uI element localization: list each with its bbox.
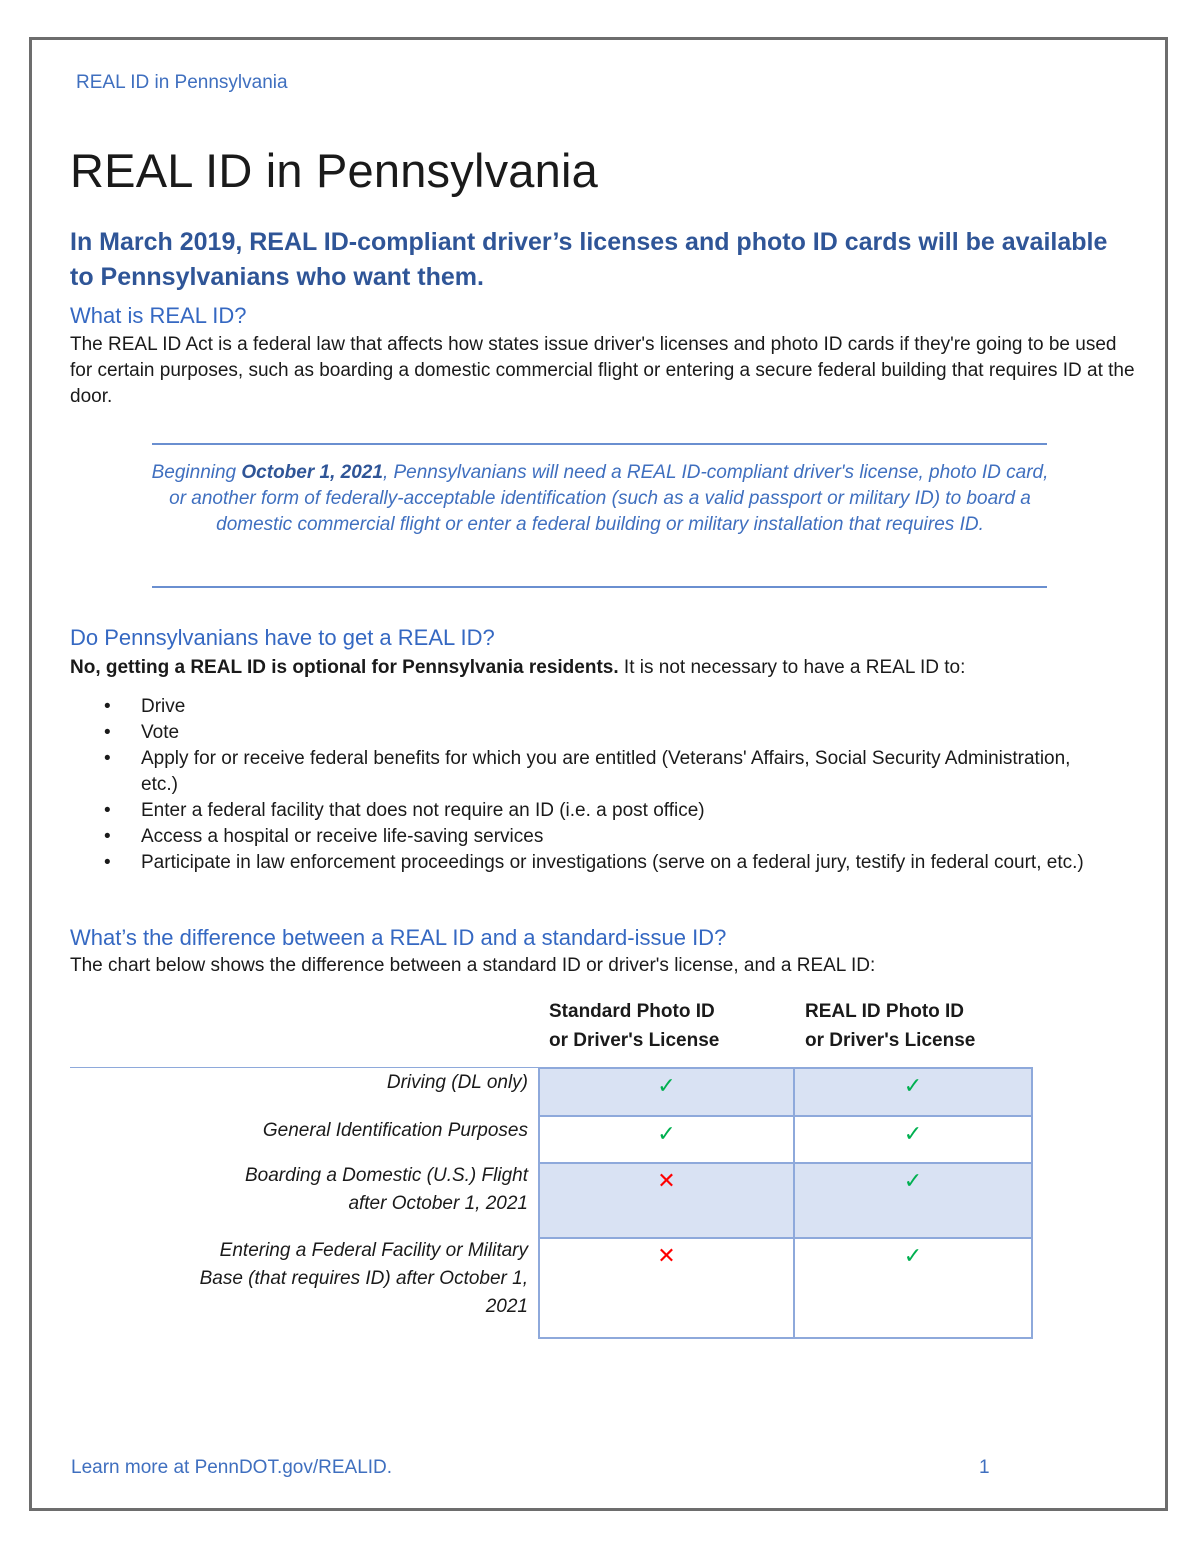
callout-date: October 1, 2021 [241, 462, 383, 483]
bullet-marker: • [104, 826, 111, 847]
row-label-line: Entering a Federal Facility or Military [219, 1240, 528, 1261]
column-header-standard [549, 997, 719, 1055]
row-label-line: Driving (DL only) [386, 1072, 528, 1093]
callout-rule-bottom [152, 586, 1047, 588]
cell-standard-domestic-flight: ✕ [538, 1162, 795, 1239]
list-item [104, 850, 1104, 876]
list-item [104, 694, 1104, 720]
callout-rule-top [152, 443, 1047, 445]
not-required-list [104, 694, 1104, 876]
callout-box [150, 460, 1050, 538]
page-number: 1 [979, 1457, 990, 1478]
bullet-marker: • [104, 722, 111, 743]
optional-statement [70, 655, 1140, 681]
optional-statement-rest: It is not necessary to have a REAL ID to: [618, 657, 966, 678]
column-header-real-id [805, 997, 975, 1055]
column-header-line: or Driver's License [805, 1030, 976, 1051]
cell-real-id-federal-facility: ✓ [793, 1237, 1033, 1339]
row-label-domestic-flight [100, 1162, 528, 1218]
row-label-driving [100, 1069, 528, 1097]
heading-what-is-real-id: What is REAL ID? [70, 303, 247, 328]
list-item [104, 720, 1104, 746]
list-item [104, 746, 1104, 798]
running-header: REAL ID in Pennsylvania [76, 72, 288, 93]
row-label-line: after October 1, 2021 [348, 1193, 528, 1214]
difference-body: The chart below shows the difference between a standard ID or driver's license, and a REAL ID: [70, 955, 876, 976]
list-item-text: Access a hospital or receive life-saving services [141, 826, 544, 847]
list-item-text: Apply for or receive federal benefits for which you are entitled (Veterans' Affairs, Social Security Administration, etc.) [141, 748, 1071, 795]
bullet-marker: • [104, 696, 111, 717]
cell-real-id-driving: ✓ [793, 1067, 1033, 1117]
cell-real-id-general-identification: ✓ [793, 1115, 1033, 1164]
list-item [104, 798, 1104, 824]
callout-text-before: Beginning [151, 462, 242, 483]
row-label-federal-facility [100, 1237, 528, 1321]
list-item-text: Drive [141, 696, 186, 717]
list-item-text: Vote [141, 722, 180, 743]
row-label-line: General Identification Purposes [262, 1120, 528, 1141]
learn-more-link[interactable]: Learn more at PennDOT.gov/REALID. [71, 1457, 393, 1478]
row-label-line: 2021 [485, 1296, 528, 1317]
row-label-line: Boarding a Domestic (U.S.) Flight [245, 1165, 528, 1186]
row-label-general-identification [100, 1117, 528, 1145]
bullet-marker: • [104, 852, 111, 873]
page-title: REAL ID in Pennsylvania [70, 144, 598, 197]
bullet-marker: • [104, 748, 111, 769]
what-is-real-id-body: The REAL ID Act is a federal law that affects how states issue driver's licenses and photo ID cards if they're going to be used for certain purposes, such as boarding a domestic commercial flight or entering a secure federal building that requires ID at the door. [70, 334, 1135, 407]
heading-difference: What’s the difference between a REAL ID and a standard-issue ID? [70, 925, 727, 950]
intro-statement: In March 2019, REAL ID-compliant driver’s licenses and photo ID cards will be available to Pennsylvanians who want them. [70, 228, 1108, 291]
heading-do-pennsylvanians-need: Do Pennsylvanians have to get a REAL ID? [70, 625, 495, 650]
cell-standard-driving: ✓ [538, 1067, 795, 1117]
bullet-marker: • [104, 800, 111, 821]
list-item [104, 824, 1104, 850]
table-top-rule [70, 1067, 538, 1068]
cell-standard-general-identification: ✓ [538, 1115, 795, 1164]
list-item-text: Enter a federal facility that does not require an ID (i.e. a post office) [141, 800, 705, 821]
column-header-line: or Driver's License [549, 1030, 720, 1051]
column-header-line: REAL ID Photo ID [805, 1001, 965, 1022]
optional-statement-bold: No, getting a REAL ID is optional for Pennsylvania residents. [70, 657, 619, 678]
cell-standard-federal-facility: ✕ [538, 1237, 795, 1339]
callout-text-after: , Pennsylvanians will need a REAL ID-compliant driver's license, photo ID card, or another form of federally-acceptable identification (such as a valid passport or military ID) to board a domestic commercial flight or enter a federal building or military installation that requires ID. [169, 462, 1049, 535]
column-header-line: Standard Photo ID [549, 1001, 715, 1022]
list-item-text: Participate in law enforcement proceedings or investigations (serve on a federal jury, testify in federal court, etc.) [141, 852, 1084, 873]
cell-real-id-domestic-flight: ✓ [793, 1162, 1033, 1239]
row-label-line: Base (that requires ID) after October 1, [199, 1268, 528, 1289]
